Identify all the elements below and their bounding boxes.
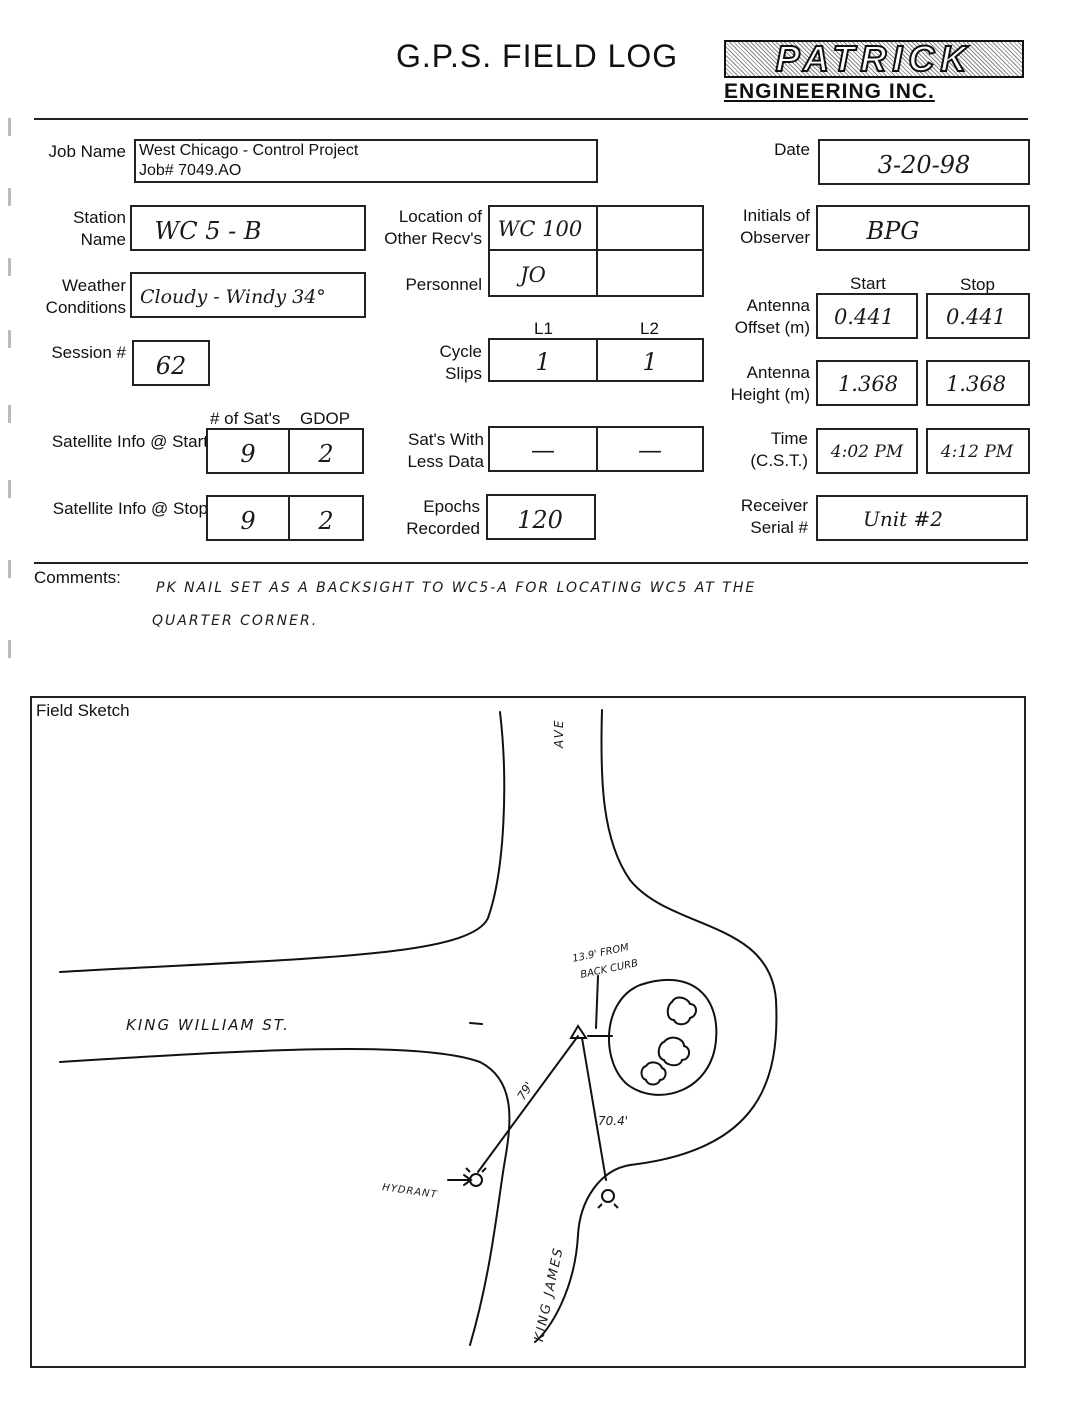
- date-label: Date: [774, 140, 810, 159]
- less-data-l1-value: —: [531, 436, 555, 464]
- station-name-value: WC 5 - B: [154, 217, 262, 245]
- marker-symbol: [598, 1190, 618, 1208]
- time-label: Time (C.S.T.): [750, 429, 808, 470]
- antenna-height-label: Antenna Height (m): [730, 363, 810, 404]
- weather-value: Cloudy - Windy 34°: [140, 286, 326, 308]
- sat-info-start-label: Satellite Info @ Start: [51, 432, 208, 451]
- initials-label: Initials of Observer: [740, 206, 810, 247]
- weather-label: Weather Conditions: [45, 276, 126, 317]
- time-stop-value: 4:12 PM: [940, 442, 1014, 462]
- distance-line-79: [478, 1036, 578, 1172]
- personnel-value: JO: [520, 263, 546, 287]
- location-other-value: WC 100: [497, 217, 583, 241]
- gdop-stop-value: 2: [318, 507, 334, 535]
- back-curb-label-2: BACK CURB: [579, 958, 640, 981]
- page-title: G.P.S. FIELD LOG: [396, 38, 679, 74]
- antenna-offset-label: Antenna Offset (m): [734, 296, 810, 337]
- sats-start-value: 9: [240, 440, 256, 468]
- cycle-slips-label: Cycle Slips: [439, 342, 482, 383]
- date-value: 3-20-98: [877, 151, 971, 179]
- job-name-label: Job Name: [48, 142, 126, 161]
- logo-subtitle: ENGINEERING INC.: [724, 80, 935, 103]
- sat-info-stop-label: Satellite Info @ Stop: [52, 499, 208, 518]
- cycle-slips-l1-value: 1: [535, 348, 551, 376]
- comments-line-1: PK NAIL SET AS A BACKSIGHT TO WC5-A FOR LOCATING WC5 AT THE: [156, 580, 757, 596]
- stop-header: Stop: [960, 275, 995, 294]
- receiver-serial-value: Unit #2: [862, 507, 943, 531]
- hydrant-label: HYDRANT: [381, 1182, 439, 1201]
- job-number-value: Job# 7049.AO: [139, 162, 242, 179]
- antenna-height-start-value: 1.368: [837, 372, 899, 396]
- ave-east-curb: [535, 710, 776, 1342]
- bush-2: [659, 1038, 689, 1066]
- station-name-label: Station Name: [73, 208, 126, 249]
- street-dash: [470, 1023, 482, 1024]
- gdop-header: GDOP: [300, 409, 351, 428]
- comments-line-2: QUARTER CORNER.: [152, 613, 319, 629]
- logo-wordmark: PATRICK: [724, 40, 1024, 78]
- epochs-label: Epochs Recorded: [406, 497, 480, 538]
- bush-3: [642, 1062, 666, 1084]
- king-william-south-curb: [60, 1049, 509, 1345]
- ave-west-curb: [60, 712, 504, 972]
- l1-header: L1: [534, 319, 553, 338]
- king-james-label: KING JAMES: [532, 1245, 567, 1344]
- leader-13-9: [596, 976, 598, 1028]
- distance-79-label: 79': [514, 1079, 537, 1103]
- initials-value: BPG: [866, 217, 920, 245]
- time-start-value: 4:02 PM: [830, 442, 904, 462]
- gdop-start-value: 2: [318, 440, 334, 468]
- antenna-height-stop-value: 1.368: [945, 372, 1007, 396]
- antenna-offset-stop-value: 0.441: [945, 305, 1007, 329]
- field-sketch-label: Field Sketch: [36, 701, 130, 720]
- receiver-serial-label: Receiver Serial #: [740, 496, 808, 537]
- distance-line-70: [582, 1038, 606, 1180]
- king-william-label: KING WILLIAM ST.: [126, 1016, 290, 1034]
- epochs-value: 120: [517, 506, 563, 534]
- start-header: Start: [850, 274, 886, 293]
- hydrant-symbol: [466, 1168, 486, 1186]
- location-other-label: Location of Other Recv's: [384, 207, 482, 248]
- job-name-value: West Chicago - Control Project: [139, 142, 359, 159]
- sats-less-data-label: Sat's With Less Data: [407, 430, 484, 471]
- back-curb-label-1: 13.9' FROM: [571, 942, 630, 965]
- sats-stop-value: 9: [240, 507, 256, 535]
- comments-label: Comments:: [34, 568, 121, 587]
- distance-70-label: 70.4': [598, 1114, 629, 1128]
- bush-1: [668, 998, 696, 1025]
- cycle-slips-l2-value: 1: [642, 348, 658, 376]
- antenna-offset-start-value: 0.441: [833, 305, 895, 329]
- traffic-island: [609, 980, 716, 1095]
- l2-header: L2: [640, 319, 659, 338]
- less-data-l2-value: —: [638, 436, 662, 464]
- personnel-label: Personnel: [405, 275, 482, 294]
- session-value: 62: [155, 352, 187, 380]
- num-sats-header: # of Sat's: [210, 409, 281, 428]
- hydrant-arrow: [448, 1175, 471, 1185]
- ave-label: AVE: [552, 718, 566, 748]
- session-label: Session #: [51, 343, 126, 362]
